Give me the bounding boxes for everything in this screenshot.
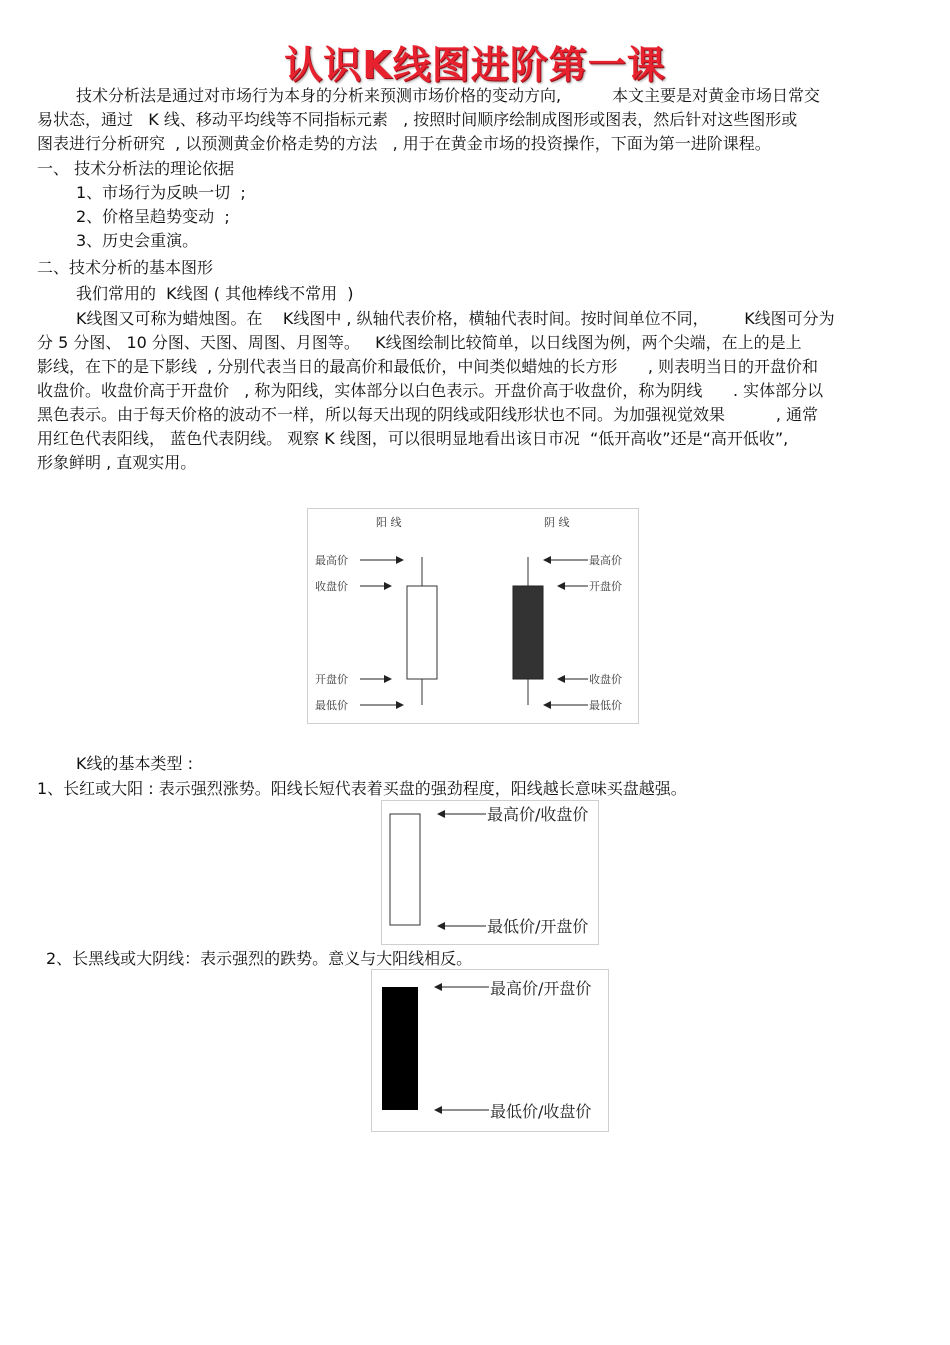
- yang-label-high: 最高价: [315, 554, 348, 567]
- big-yin-top-label: 最高价/开盘价: [490, 979, 592, 998]
- big-yin-body: [382, 987, 418, 1110]
- big-yang-bottom-label: 最低价/开盘价: [487, 917, 589, 936]
- intro-line-2: 易状态，通过 K 线、移动平均线等不同指标元素 , 按照时间顺序绘制成图形或图表，然后针对这些图形或: [37, 110, 798, 129]
- yin-title: 阴 线: [544, 516, 570, 529]
- section2-body-line: 形象鲜明 , 直观实用。: [37, 453, 197, 472]
- page-title: 认识K线图进阶第一课: [284, 43, 666, 87]
- big-yang-body: [390, 814, 420, 925]
- big-yin-bottom-label: 最低价/收盘价: [490, 1102, 592, 1121]
- section1-item-3: 3、历史会重演。: [76, 231, 199, 250]
- yin-body: [513, 586, 543, 679]
- yin-label-close: 收盘价: [589, 673, 622, 686]
- section2-body-line: 影线，在下的是下影线 , 分别代表当日的最高价和最低价，中间类似蜡烛的长方形 , 则表明当日的开盘价和: [37, 357, 819, 376]
- section2-body-line: 黑色表示。由于每天价格的波动不一样，所以每天出现的阴线或阳线形状也不同。为加强视觉效果 , 通常: [37, 405, 819, 424]
- yang-title: 阳 线: [376, 516, 402, 529]
- yang-body: [407, 586, 437, 679]
- intro-line-1: 技术分析法是通过对市场行为本身的分析来预测市场价格的变动方向, 本文主要是对黄金市场日常交: [76, 86, 820, 105]
- yin-label-low: 最低价: [589, 699, 622, 712]
- yin-label-high: 最高价: [589, 554, 622, 567]
- section1-item-1: 1、市场行为反映一切 ;: [76, 183, 246, 202]
- candlestick-diagram: [307, 508, 639, 724]
- section2-heading: 二、技术分析的基本图形: [37, 258, 214, 277]
- big-yang-top-label: 最高价/收盘价: [487, 805, 589, 824]
- yang-label-open: 开盘价: [315, 673, 348, 686]
- section2-body-line: K线图又可称为蜡烛图。在 K线图中 , 纵轴代表价格，横轴代表时间。按时间单位不同， K线图可分为: [76, 309, 835, 328]
- type-item-1: 1、长红或大阳 : 表示强烈涨势。阳线长短代表着买盘的强劲程度，阳线越长意味买盘越强。: [37, 779, 687, 798]
- yin-label-open: 开盘价: [589, 580, 622, 593]
- section1-item-2: 2、价格呈趋势变动 ;: [76, 207, 230, 226]
- section1-heading: 一、 技术分析法的理论依据: [37, 159, 235, 178]
- big-yang-diagram: [381, 800, 599, 945]
- big-yin-diagram: [371, 969, 609, 1132]
- section2-intro: 我们常用的 K线图 ( 其他棒线不常用 ): [76, 284, 354, 303]
- types-heading: K线的基本类型 :: [76, 754, 193, 773]
- section2-body-line: 分 5 分图、 10 分图、天图、周图、月图等。 K线图绘制比较简单，以日线图为例，两个尖端，在上的是上: [37, 333, 802, 352]
- section2-body-line: 用红色代表阳线， 蓝色代表阴线。 观察 K 线图，可以很明显地看出该日市况 “低开高收”还是“高开低收”,: [37, 429, 789, 448]
- yang-label-low: 最低价: [315, 699, 348, 712]
- intro-line-3: 图表进行分析研究 , 以预测黄金价格走势的方法 , 用于在黄金市场的投资操作，下面为第一进阶课程。: [37, 134, 771, 153]
- section2-body-line: 收盘价。收盘价高于开盘价 , 称为阳线，实体部分以白色表示。开盘价高于收盘价，称为阴线 . 实体部分以: [37, 381, 824, 400]
- type-item-2: 2、长黑线或大阴线：表示强烈的跌势。意义与大阳线相反。: [46, 949, 473, 968]
- yang-label-close: 收盘价: [315, 580, 348, 593]
